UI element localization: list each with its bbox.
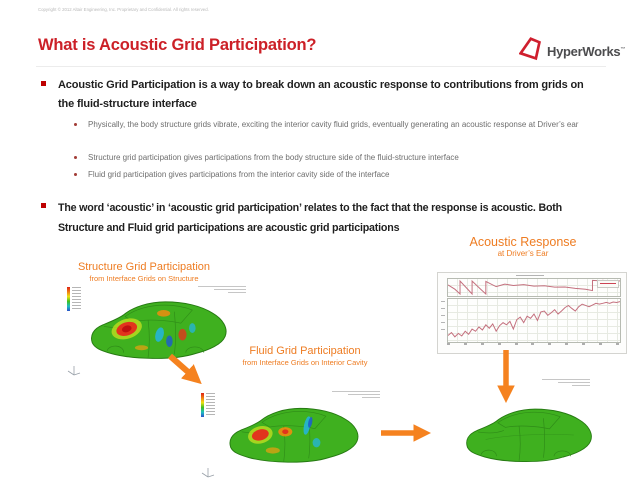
chart-legend — [597, 280, 619, 288]
chart-magnitude-panel — [447, 298, 621, 343]
sub-bullet-2 — [74, 151, 608, 166]
slide-title: What is Acoustic Grid Participation? — [38, 36, 317, 54]
car-body-contour-model — [82, 292, 242, 374]
bullet-square-icon — [41, 81, 46, 86]
structure-label-subtitle: from Interface Grids on Structure — [89, 274, 199, 283]
hyperworks-logo-icon — [519, 37, 541, 66]
sub-bullet-2-text: Structure grid participation gives participations from the body structure side of the fluid-structure interface — [88, 153, 459, 162]
fluid-model-figure — [196, 387, 382, 480]
contour-legend — [201, 393, 215, 417]
hyperworks-logo — [519, 37, 625, 66]
chart-y-ticks — [441, 301, 445, 336]
sub-bullet-1 — [74, 118, 600, 133]
axis-triad-icon — [66, 362, 82, 378]
title-divider — [36, 66, 606, 67]
trademark-mark: ™ — [620, 46, 626, 53]
acoustic-response-label — [437, 235, 609, 258]
bullet-dot-icon — [74, 173, 77, 176]
sub-bullet-1-text: Physically, the body structure grids vibrate, exciting the interior cavity fluid grids, eventually generating an acoustic response at Driver’s ear — [88, 120, 579, 129]
chart-x-ticks — [447, 343, 619, 345]
chart-phase-panel — [447, 278, 621, 297]
hyperworks-logo-text: HyperWorks™ — [547, 44, 626, 59]
bullet-2 — [41, 198, 601, 238]
bullet-dot-icon — [74, 123, 77, 126]
sub-bullet-3 — [74, 168, 608, 183]
chart-title-placeholder — [516, 275, 544, 276]
plot-annotation-lines — [540, 379, 590, 388]
acoustic-response-chart — [437, 272, 627, 354]
contour-legend-colorbar — [67, 287, 70, 311]
car-body-response-model — [442, 400, 622, 476]
response-label-subtitle: at Driver’s Ear — [497, 249, 549, 258]
contour-legend — [67, 287, 81, 311]
response-model-figure — [438, 378, 630, 478]
response-label-title: Acoustic Response — [469, 235, 577, 249]
fluid-label-subtitle: from Interface Grids on Interior Cavity — [242, 358, 368, 367]
structure-label-title: Structure Grid Participation — [77, 261, 211, 273]
fluid-label-title: Fluid Grid Participation — [249, 345, 361, 357]
cavity-contour-model — [218, 399, 376, 477]
phase-curve — [448, 280, 620, 294]
magnitude-curve — [448, 302, 620, 337]
copyright-text: Copyright © 2012 Altair Engineering, Inc. Proprietary and Confidential. All rights reserved. — [38, 8, 209, 13]
contour-legend-ticks — [72, 287, 81, 311]
bullet-1 — [41, 76, 597, 114]
contour-legend-ticks — [206, 393, 215, 417]
bullet-square-icon — [41, 203, 46, 208]
structure-model-figure — [62, 281, 248, 378]
bullet-1-text: Acoustic Grid Participation is a way to break down an acoustic response to contributions from grids on the fluid-structure interface — [58, 79, 584, 110]
bullet-dot-icon — [74, 156, 77, 159]
structure-participation-label — [58, 261, 230, 283]
contour-legend-colorbar — [201, 393, 204, 417]
axis-triad-icon — [200, 464, 216, 480]
sub-bullet-3-text: Fluid grid participation gives participations from the interior cavity side of the interface — [88, 170, 390, 179]
bullet-2-text: The word ‘acoustic’ in ‘acoustic grid participation’ relates to the fact that the response is acoustic. Both Structure and Fluid grid participations are acoustic grid participations — [58, 202, 562, 234]
